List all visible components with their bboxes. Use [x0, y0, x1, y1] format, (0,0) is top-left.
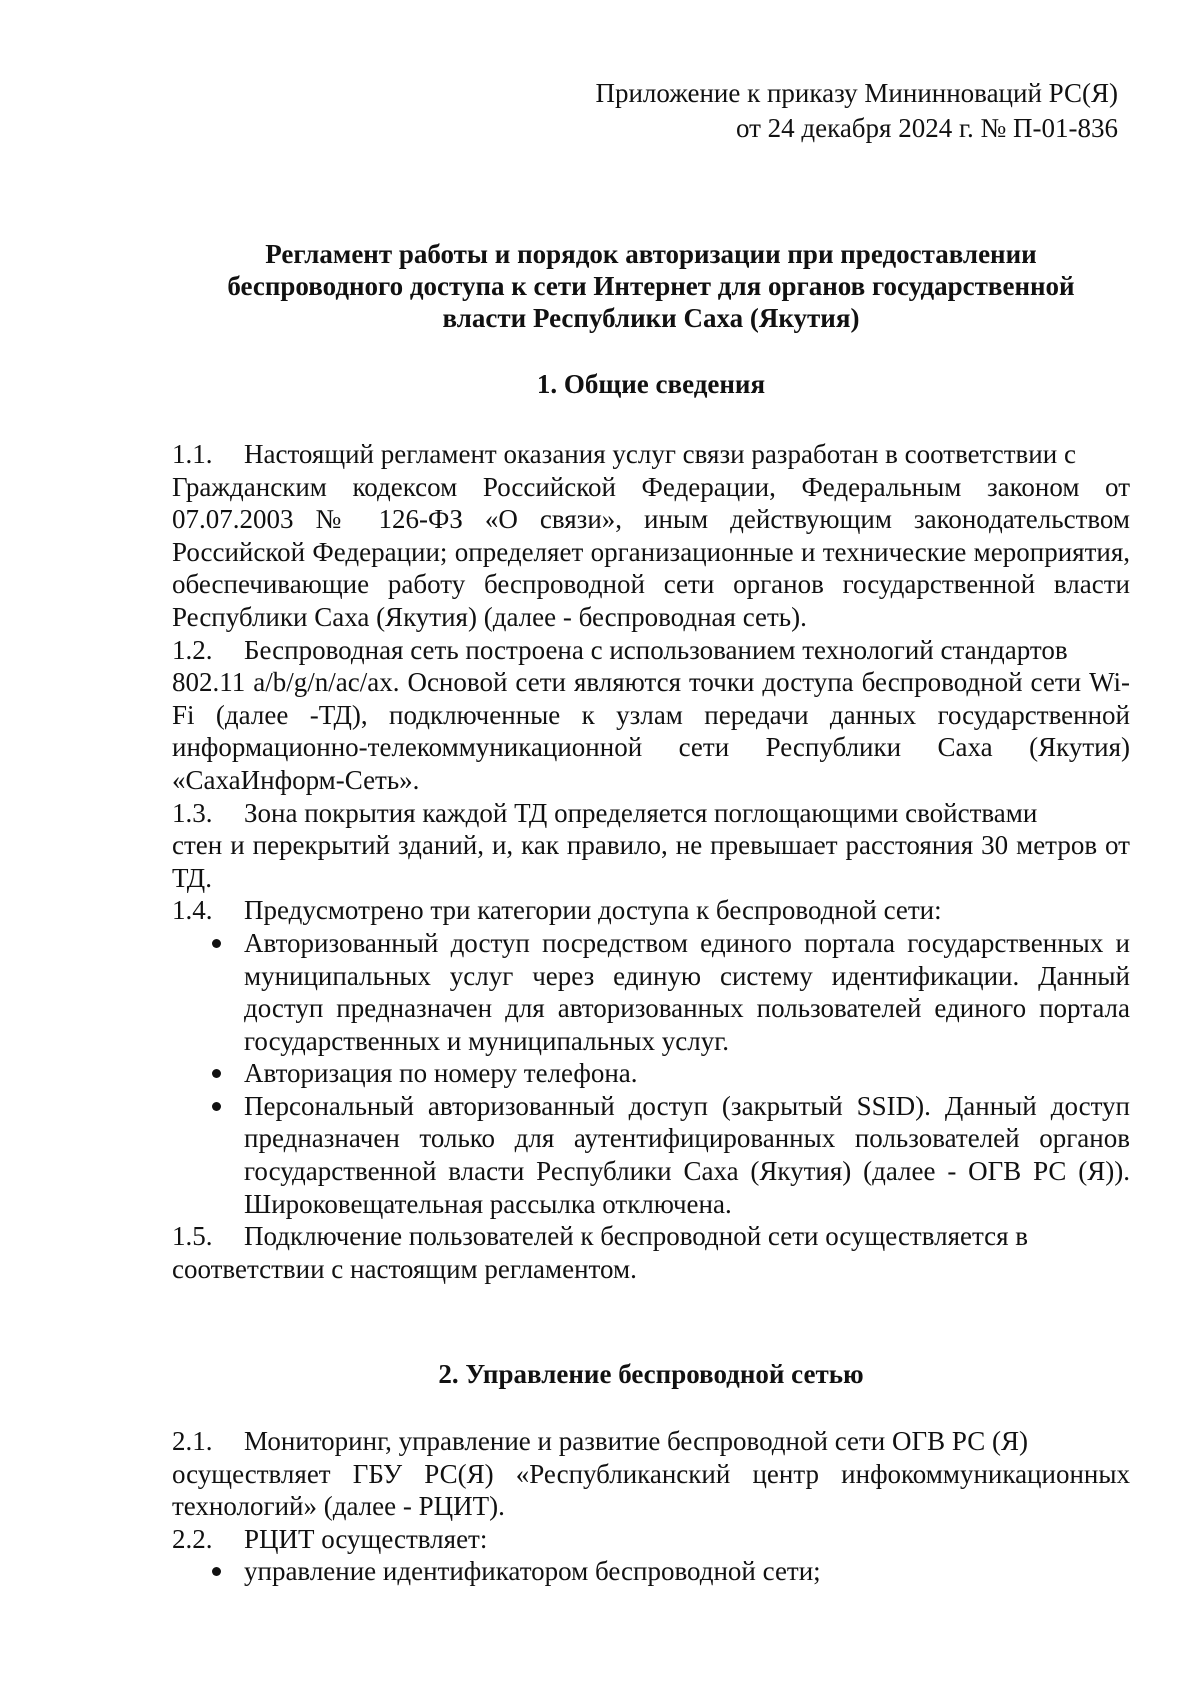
appendix-line-1: Приложение к приказу Мининноваций РС(Я) — [595, 78, 1118, 108]
paragraph-number: 1.5. — [172, 1221, 213, 1252]
list-item-text: Персональный авторизованный доступ (закрытый SSID). Данный доступ предназначен только для аутентифицированных пользователей органов государственной власти Республики Саха (Якутия) (далее - ОГВ РС (Я)). Широковещательная рассылка отключена. — [244, 1090, 1130, 1219]
section-2-body — [172, 1425, 1130, 1588]
paragraph-first-line: Зона покрытия каждой ТД определяется поглощающими свойствами — [244, 797, 1038, 828]
paragraph-number: 1.2. — [172, 634, 213, 665]
paragraph-number: 2.2. — [172, 1523, 213, 1554]
paragraph-first-line: Подключение пользователей к беспроводной сети осуществляется в — [244, 1221, 1029, 1252]
list-item — [172, 1090, 1130, 1220]
paragraph-1-5 — [172, 1220, 1130, 1285]
paragraph-first-line: Беспроводная сеть построена с использованием технологий стандартов — [244, 634, 1068, 665]
section-2-heading: 2. Управление беспроводной сетью — [438, 1359, 864, 1389]
paragraph-text: осуществляет ГБУ РС(Я) «Республиканский центр инфокоммуникационных технологий» (далее - РЦИТ). — [172, 1458, 1130, 1522]
section-1-heading: 1. Общие сведения — [536, 369, 766, 399]
list-item — [172, 927, 1130, 1057]
paragraph-text: 802.11 a/b/g/n/ac/ax. Основой сети являются точки доступа беспроводной сети Wi-Fi (далее -ТД), подключенные к узлам передачи данных государственной информационно-телекоммуникационной сети Республики Саха (Якутия) «СахаИнформ-Сеть». — [172, 667, 1130, 795]
paragraph-1-1 — [172, 438, 1130, 634]
appendix-line-2: от 24 декабря 2024 г. № П-01-836 — [735, 113, 1118, 143]
paragraph-first-line: РЦИТ осуществляет: — [244, 1523, 488, 1554]
paragraph-first-line: Настоящий регламент оказания услуг связи разработан в соответствии с — [244, 439, 1076, 469]
appendix-reference — [595, 76, 1118, 146]
bullet-icon — [172, 1090, 244, 1122]
paragraph-text: Гражданским кодексом Российской Федерации, Федеральным законом от 07.07.2003 № 126-ФЗ «О связи», иным действующим законодательством Российской Федерации; определяет организационные и технические мероприятия, обеспечивающие работу беспроводной сети органов государственной власти Республики Саха (Якутия) (далее - беспроводная сеть). — [172, 471, 1130, 632]
paragraph-1-2 — [172, 634, 1130, 797]
title-line-1: Регламент работы и порядок авторизации при предоставлении — [265, 239, 1037, 269]
paragraph-2-2 — [172, 1523, 1130, 1556]
bullet-icon — [172, 927, 244, 959]
document-title — [172, 238, 1130, 334]
paragraph-1-4 — [172, 894, 1130, 927]
bullet-icon — [172, 1057, 244, 1089]
list-item-text: управление идентификатором беспроводной сети; — [244, 1556, 821, 1587]
list-item-text: Авторизация по номеру телефона. — [244, 1058, 638, 1089]
paragraph-text: соответствии с настоящим регламентом. — [172, 1253, 637, 1284]
paragraph-number: 1.4. — [172, 895, 213, 926]
title-line-3: власти Республики Саха (Якутия) — [442, 303, 860, 333]
paragraph-number: 1.1. — [172, 439, 213, 469]
list-item-text: Авторизованный доступ посредством единого портала государственных и муниципальных услуг через единую систему идентификации. Данный доступ предназначен для авторизованных пользователей единого портала государственных и муниципальных услуг. — [244, 927, 1130, 1056]
section-1-body — [172, 438, 1130, 1285]
paragraph-number: 2.1. — [172, 1426, 213, 1456]
list-item — [172, 1555, 1130, 1588]
bullet-icon — [172, 1555, 244, 1587]
paragraph-number: 1.3. — [172, 797, 213, 828]
paragraph-text: стен и перекрытий зданий, и, как правило, не превышает расстояния 30 метров от ТД. — [172, 830, 1130, 893]
list-item — [172, 1057, 1130, 1090]
paragraph-2-1 — [172, 1425, 1130, 1523]
title-line-2: беспроводного доступа к сети Интернет для органов государственной — [227, 271, 1075, 301]
paragraph-first-line: Мониторинг, управление и развитие беспроводной сети ОГВ РС (Я) — [244, 1426, 1028, 1456]
paragraph-first-line: Предусмотрено три категории доступа к беспроводной сети: — [244, 895, 942, 926]
paragraph-1-3 — [172, 797, 1130, 895]
